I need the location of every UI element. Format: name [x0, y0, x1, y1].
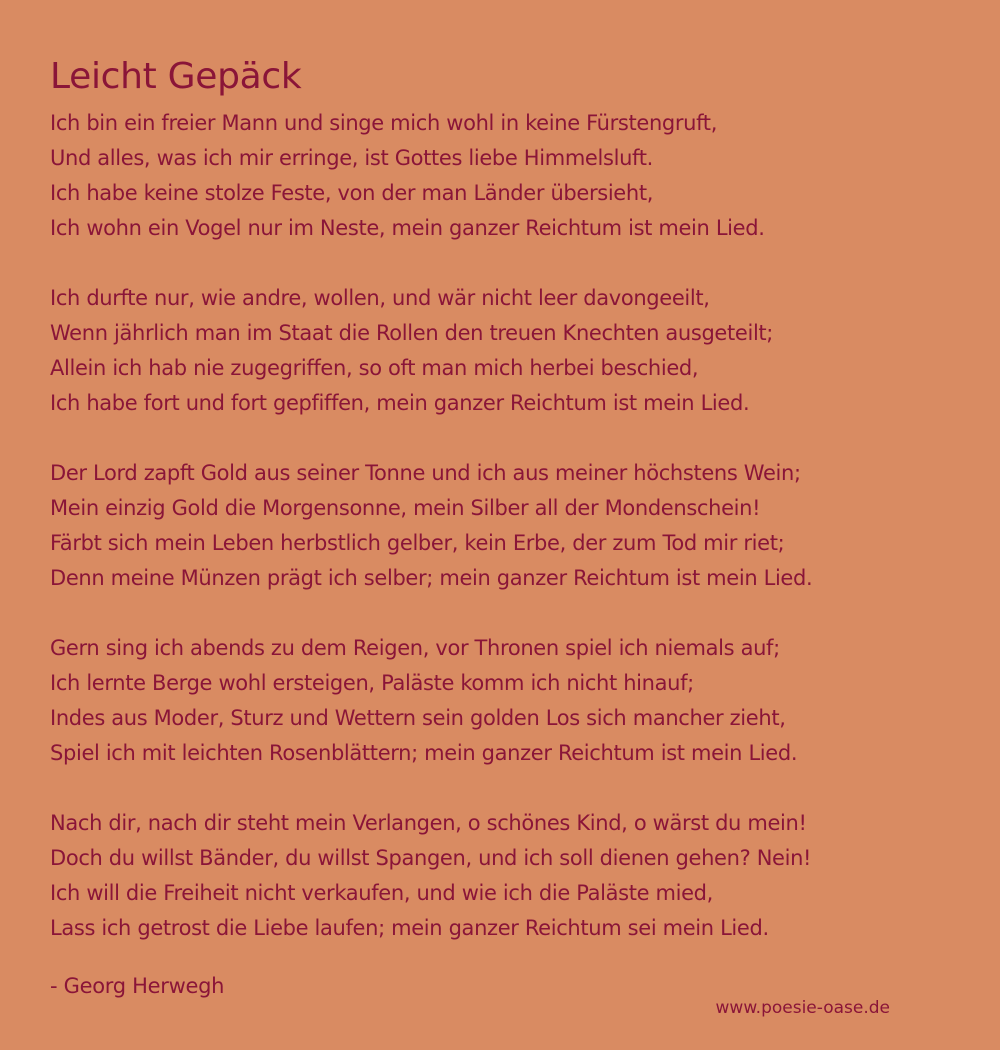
- poem-line: Ich wohn ein Vogel nur im Neste, mein ganzer Reichtum ist mein Lied.: [50, 216, 765, 240]
- poem-line: Nach dir, nach dir steht mein Verlangen, o schönes Kind, o wärst du mein!: [50, 811, 807, 835]
- poem-line: Wenn jährlich man im Staat die Rollen den treuen Knechten ausgeteilt;: [50, 321, 774, 345]
- poem-line: Allein ich hab nie zugegriffen, so oft man mich herbei beschied,: [50, 356, 699, 380]
- website-url: www.poesie-oase.de: [715, 998, 890, 1018]
- poem-container: [50, 56, 950, 981]
- poem-line: Mein einzig Gold die Morgensonne, mein Silber all der Mondenschein!: [50, 496, 761, 520]
- poem-line: Spiel ich mit leichten Rosenblättern; mein ganzer Reichtum ist mein Lied.: [50, 741, 798, 765]
- stanza-5: [50, 806, 950, 946]
- poem-line: Ich will die Freiheit nicht verkaufen, und wie ich die Paläste mied,: [50, 881, 713, 905]
- poem-line: Ich bin ein freier Mann und singe mich wohl in keine Fürstengruft,: [50, 111, 718, 135]
- poem-line: Ich habe fort und fort gepfiffen, mein ganzer Reichtum ist mein Lied.: [50, 391, 750, 415]
- stanza-3: [50, 456, 950, 596]
- stanza-4: [50, 631, 950, 771]
- poem-line: Gern sing ich abends zu dem Reigen, vor Thronen spiel ich niemals auf;: [50, 636, 780, 660]
- poem-title: Leicht Gepäck: [50, 56, 302, 97]
- poem-line: Und alles, was ich mir erringe, ist Gottes liebe Himmelsluft.: [50, 146, 653, 170]
- poem-line: Denn meine Münzen prägt ich selber; mein ganzer Reichtum ist mein Lied.: [50, 566, 813, 590]
- poem-line: Der Lord zapft Gold aus seiner Tonne und ich aus meiner höchstens Wein;: [50, 461, 801, 485]
- poem-line: Ich lernte Berge wohl ersteigen, Paläste komm ich nicht hinauf;: [50, 671, 694, 695]
- poem-line: Färbt sich mein Leben herbstlich gelber, kein Erbe, der zum Tod mir riet;: [50, 531, 785, 555]
- stanza-2: [50, 281, 950, 421]
- poem-line: Indes aus Moder, Sturz und Wettern sein golden Los sich mancher zieht,: [50, 706, 786, 730]
- poem-author: - Georg Herwegh: [50, 974, 225, 998]
- poem-line: Doch du willst Bänder, du willst Spangen, und ich soll dienen gehen? Nein!: [50, 846, 812, 870]
- poem-line: Ich durfte nur, wie andre, wollen, und wär nicht leer davongeeilt,: [50, 286, 710, 310]
- poem-line: Lass ich getrost die Liebe laufen; mein ganzer Reichtum sei mein Lied.: [50, 916, 769, 940]
- poem-line: Ich habe keine stolze Feste, von der man Länder übersieht,: [50, 181, 654, 205]
- stanza-1: [50, 106, 950, 246]
